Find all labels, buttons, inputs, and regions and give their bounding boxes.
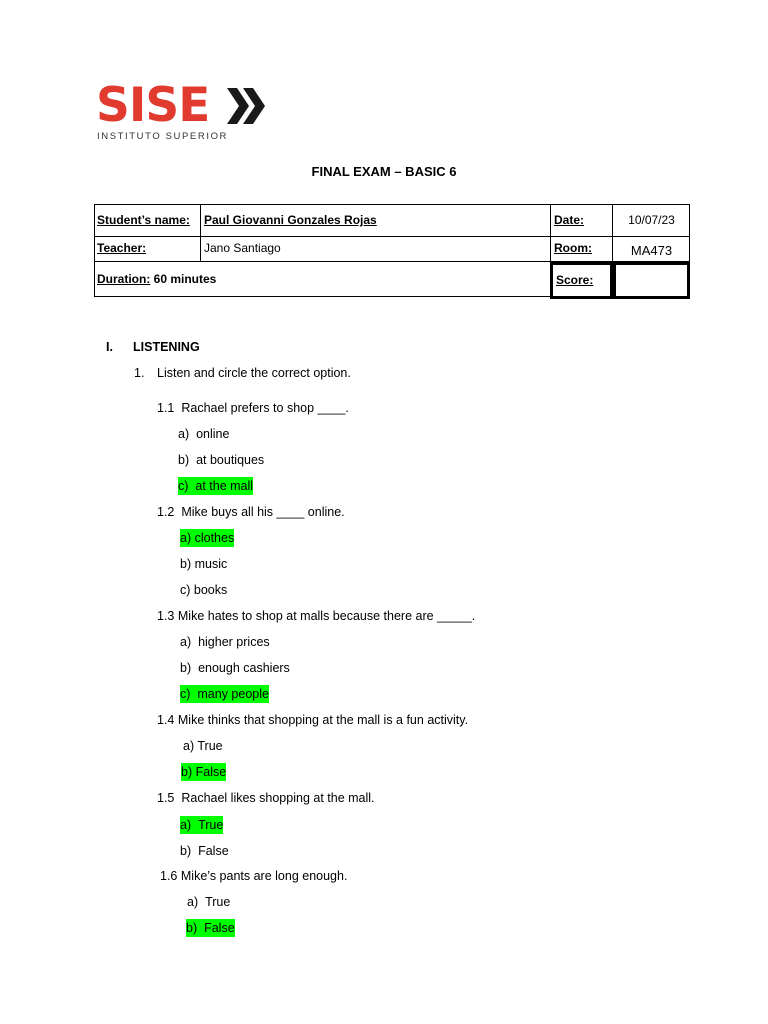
option-text: True <box>197 739 223 753</box>
logo-subtitle: INSTITUTO SUPERIOR <box>97 131 229 142</box>
option-text: True <box>198 818 224 832</box>
option-1-2-c[interactable] <box>180 581 227 599</box>
question-text: Rachael prefers to shop ____. <box>181 401 349 415</box>
section-title: LISTENING <box>133 340 200 354</box>
student-info-table <box>94 204 690 297</box>
option-1-5-b[interactable] <box>180 842 229 860</box>
question-number: 1.6 <box>160 869 178 883</box>
option-1-1-c-correct[interactable] <box>178 477 253 495</box>
question-text: Rachael likes shopping at the mall. <box>181 791 375 805</box>
option-text: False <box>198 844 229 858</box>
duration-label: Duration: <box>97 272 151 286</box>
option-label: c) <box>180 583 191 597</box>
option-text: higher prices <box>198 635 270 649</box>
option-1-6-a[interactable] <box>187 893 230 911</box>
question-text: Mike buys all his ____ online. <box>177 505 345 519</box>
duration-field <box>94 267 219 291</box>
sise-logo <box>96 80 276 144</box>
option-1-3-b[interactable] <box>180 659 290 677</box>
student-name-value: Paul Giovanni Gonzales Rojas <box>204 213 377 227</box>
question-text: Mike thinks that shopping at the mall is a fun activity. <box>177 713 469 727</box>
option-label: a) <box>187 895 199 909</box>
question-1-5 <box>157 789 375 807</box>
option-label: a) <box>180 818 192 832</box>
option-1-5-a-correct[interactable] <box>180 816 223 834</box>
option-1-3-a[interactable] <box>180 633 270 651</box>
option-text: books <box>193 583 228 597</box>
option-label: c) <box>178 479 189 493</box>
option-1-1-b[interactable] <box>178 451 264 469</box>
date-label: Date: <box>554 213 585 227</box>
option-text: False <box>195 765 227 779</box>
option-label: a) <box>178 427 190 441</box>
option-text: at boutiques <box>196 453 265 467</box>
option-label: b) <box>186 921 198 935</box>
option-label: b) <box>181 765 193 779</box>
instruction-number: 1. <box>134 366 145 380</box>
score-label: Score: <box>556 273 594 287</box>
option-1-4-b-correct[interactable] <box>181 763 226 781</box>
question-1-6 <box>160 867 347 885</box>
option-label: a) <box>180 635 192 649</box>
instruction-text: Listen and circle the correct option. <box>157 366 351 380</box>
question-1-1 <box>157 399 349 417</box>
option-1-6-b-correct[interactable] <box>186 919 235 937</box>
option-text: True <box>205 895 231 909</box>
chevron-arrows-icon <box>227 84 269 128</box>
question-1-2 <box>157 503 345 521</box>
option-1-1-a[interactable] <box>178 425 229 443</box>
option-text: online <box>196 427 230 441</box>
room-label: Room: <box>554 241 592 255</box>
option-label: a) <box>183 739 195 753</box>
question-number: 1.5 <box>157 791 175 805</box>
option-1-2-b[interactable] <box>180 555 227 573</box>
question-text: Mike hates to shop at malls because there are _____. <box>177 609 476 623</box>
option-label: b) <box>180 661 192 675</box>
student-name-label: Student’s name: <box>97 213 190 227</box>
option-label: a) <box>180 531 192 545</box>
option-label: b) <box>178 453 190 467</box>
score-value <box>616 268 622 278</box>
teacher-label: Teacher: <box>97 241 147 255</box>
option-text: enough cashiers <box>198 661 290 675</box>
option-text: clothes <box>194 531 235 545</box>
option-text: music <box>194 557 228 571</box>
question-1-4 <box>157 711 468 729</box>
section-number: I. <box>106 340 113 354</box>
question-number: 1.4 <box>157 713 175 727</box>
option-1-4-a[interactable] <box>183 737 223 755</box>
question-number: 1.3 <box>157 609 175 623</box>
date-value: 10/07/23 <box>628 213 675 227</box>
duration-value: 60 minutes <box>150 272 217 286</box>
question-1-3 <box>157 607 475 625</box>
question-number: 1.2 <box>157 505 175 519</box>
option-label: b) <box>180 844 192 858</box>
option-text: many people <box>197 687 269 701</box>
option-1-3-c-correct[interactable] <box>180 685 269 703</box>
option-label: b) <box>180 557 192 571</box>
question-number: 1.1 <box>157 401 175 415</box>
logo-wordmark: SISE <box>96 78 210 133</box>
teacher-value: Jano Santiago <box>204 241 281 255</box>
option-text: at the mall <box>195 479 254 493</box>
option-label: c) <box>180 687 191 701</box>
question-text: Mike’s pants are long enough. <box>180 869 348 883</box>
option-1-2-a-correct[interactable] <box>180 529 234 547</box>
room-value: MA473 <box>630 243 673 258</box>
exam-title: FINAL EXAM – BASIC 6 <box>311 164 457 179</box>
option-text: False <box>204 921 235 935</box>
